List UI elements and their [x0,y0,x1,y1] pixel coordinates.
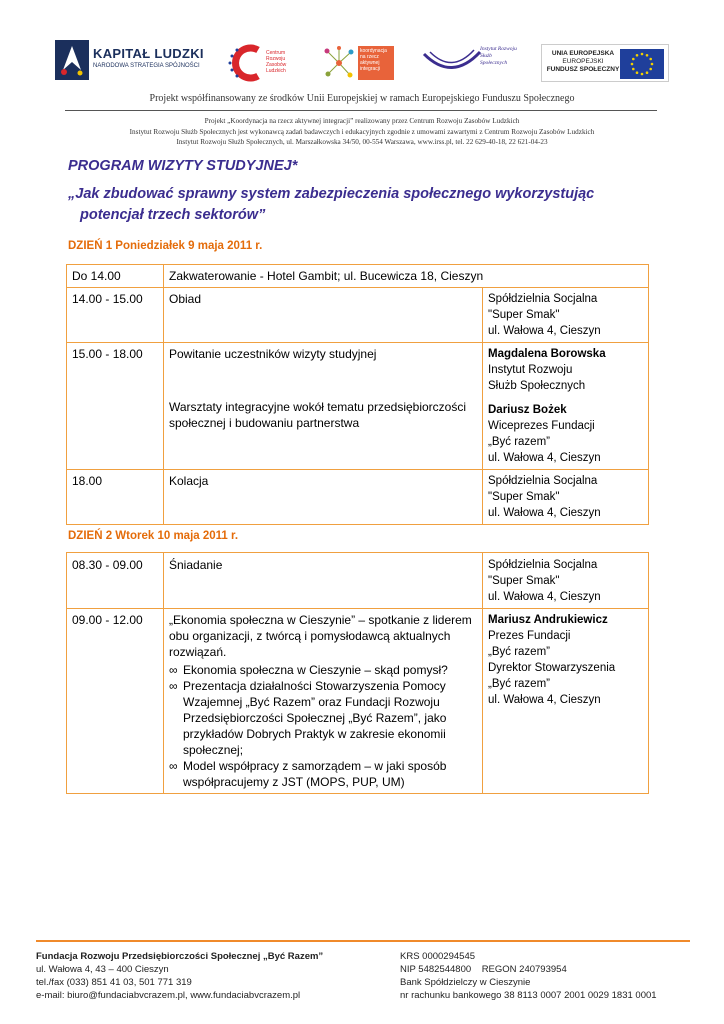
topic-list [169,662,477,790]
footer-contact-link[interactable]: e-mail: biuro@fundaciabvcrazem.pl, www.fundaciabvcrazem.pl [36,990,301,1001]
program-subtitle: „Jak zbudować sprawny system zabezpieczenia społecznego wykorzystując potencjał trzech sektorów” [68,186,595,223]
table-row: 09.00 - 12.00 „Ekonomia społeczna w Cieszynie” – spotkanie z liderem obu organizacji, z twórcą i pomysłodawcą aktualnych rozwiązań. ∞ Ekonomia społeczna w Cieszynie – skąd pomysł? ∞ Prezentacja działalności Stowarzyszenia Pomocy Wzajemnej „Być Razem” oraz Fundacji Rozwoju Przedsiębiorczości Społecznej „Być Razem”, jako przykładów Dobrych Praktyk w zakresie ekonomii społecznej; ∞ Model współpracy z samorządem – w jaki sposób współpracujemy z JST (MOPS, PUP, UM) Mariusz Andrukiewicz Prezes Fundacji „Być razem” Dyrektor Stowarzyszenia „Być razem” ul. Wałowa 4, Cieszyn [67,609,649,794]
ue-efs-logo [541,44,669,82]
crzl-text: Centrum Rozwoju Zasobów Ludzkich [266,50,287,74]
eu-flag-icon [620,49,664,79]
speaker-cell: Mariusz Andrukiewicz Prezes Fundacji „Być razem” Dyrektor Stowarzyszenia „Być razem” ul. Wałowa 4, Cieszyn [483,609,649,794]
list-item: ∞ Model współpracy z samorządem – w jaki sposób współpracujemy z JST (MOPS, PUP, UM) [169,759,447,789]
irss-swoosh-icon [422,48,482,80]
table-row: 14.00 - 15.00 Obiad Spółdzielnia Socjalna "Super Smak" ul. Wałowa 4, Cieszyn [67,288,649,343]
irss-logo [422,44,520,84]
project-info: Projekt „Koordynacja na rzecz aktywnej integracji” realizowany przez Centrum Rozwoju Zasobów Ludzkich Instytut Rozwoju Służb Społecznych jest wykonawcą zadań badawczych i edukacyjnych zgodnie z umowami zawartymi z Centrum Rozwoju Zasobów Ludzkich Instytut Rozwoju Służb Społecznych, ul. Marszałkowska 34/50, 00-554 Warszawa, www.irss.pl, tel. 22 629-40-18, 22 621-04-23 [129,117,595,146]
day1-schedule-table [66,264,649,525]
crzl-logo [228,44,300,82]
irss-text: Instytut Rozwoju Służb Społecznych [480,46,517,66]
kapital-ludzki-subtitle: NARODOWA STRATEGIA SPÓJNOŚCI [93,63,200,69]
kapital-ludzki-title: KAPITAŁ LUDZKI [93,46,204,61]
list-item: ∞ Ekonomia społeczna w Cieszynie – skąd pomysł? [169,663,448,677]
crzl-emblem-icon [228,44,264,82]
list-item: ∞ Prezentacja działalności Stowarzyszenia Pomocy Wzajemnej „Być Razem” oraz Fundacji Rozwoju Przedsiębiorczości Społecznej „Być Razem”, jako przykładów Dobrych Praktyk w zakresie ekonomii społecznej; [169,679,447,757]
koordynacja-logo [322,44,394,82]
footer-bank-info: KRS 0000294545 NIP 5482544800 REGON 240793954 Bank Spółdzielczy w Cieszynie nr rachunku bankowego 38 8113 0007 2001 0029 1831 0001 [400,951,657,1001]
kapital-ludzki-emblem-icon [55,40,89,80]
day2-schedule-table [66,552,649,794]
speaker-cell: Magdalena Borowska Instytut Rozwoju Służb Społecznych Dariusz Bożek Wiceprezes Fundacji „Być razem” ul. Wałowa 4, Cieszyn [483,343,649,470]
table-row: 08.30 - 09.00 Śniadanie Spółdzielnia Socjalna "Super Smak" ul. Wałowa 4, Cieszyn [67,553,649,609]
program-title: PROGRAM WIZYTY STUDYJNEJ* [68,158,298,174]
footer-divider [36,940,690,942]
footer-org-info: Fundacja Rozwoju Przedsiębiorczości Społecznej „Być Razem” ul. Wałowa 4, 43 – 400 Cieszyn tel./fax (033) 851 41 03, 501 771 319 e-mail: biuro@fundaciabvcrazem.pl, www.fundaciabvcrazem.pl [36,951,324,1001]
day1-heading: DZIEŃ 1 Poniedziałek 9 maja 2011 r. [68,240,263,252]
koordynacja-network-icon [322,46,356,80]
place-cell: Spółdzielnia Socjalna "Super Smak" ul. Wałowa 4, Cieszyn [483,288,649,343]
ue-text: UNIA EUROPEJSKA EUROPEJSKI FUNDUSZ SPOŁECZNY [546,50,620,73]
koordynacja-text: koordynacja na rzecz aktywnej integracji [358,46,394,80]
table-row: Do 14.00 Zakwaterowanie - Hotel Gambit; ul. Bucewicza 18, Cieszyn [67,265,649,288]
header-divider [65,110,657,111]
place-cell: Spółdzielnia Socjalna "Super Smak" ul. Wałowa 4, Cieszyn [483,470,649,525]
cofinancing-note: Projekt współfinansowany ze środków Unii Europejskiej w ramach Europejskiego Funduszu Społecznego [149,93,575,104]
kapital-ludzki-logo [55,40,215,85]
place-cell: Spółdzielnia Socjalna "Super Smak" ul. Wałowa 4, Cieszyn [483,553,649,609]
day2-heading: DZIEŃ 2 Wtorek 10 maja 2011 r. [68,530,239,542]
table-row: 15.00 - 18.00 Powitanie uczestników wizyty studyjnej Warsztaty integracyjne wokół tematu przedsiębiorczości społecznej i budowaniu partnerstwa Magdalena Borowska Instytut Rozwoju Służb Społecznych Dariusz Bożek Wiceprezes Fundacji „Być razem” ul. Wałowa 4, Cieszyn [67,343,649,470]
table-row: 18.00 Kolacja Spółdzielnia Socjalna "Super Smak" ul. Wałowa 4, Cieszyn [67,470,649,525]
